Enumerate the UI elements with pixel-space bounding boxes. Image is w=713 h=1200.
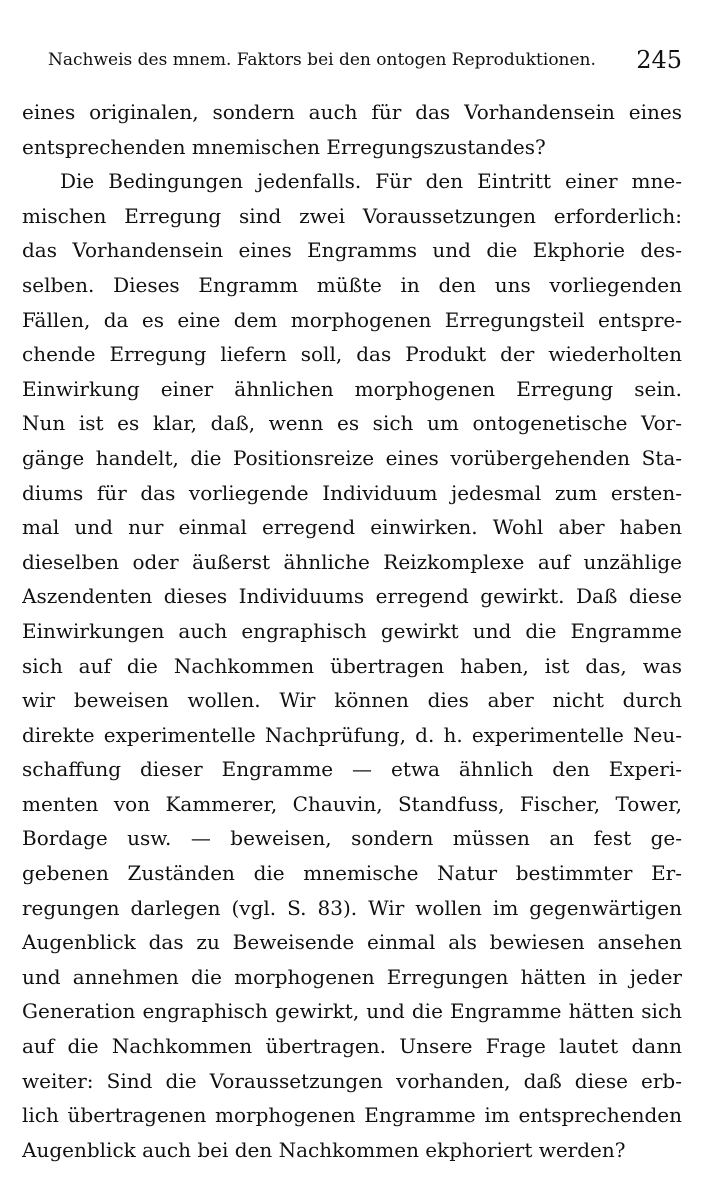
text-line: dieselben oder äußerst ähnliche Reizkomplexe auf unzählige [22,549,682,574]
text-line: direkte experimentelle Nachprüfung, d. h. experimentelle Neu- [22,722,682,747]
text-line: mischen Erregung sind zwei Voraussetzungen erforderlich: [22,203,682,228]
text-line: Aszendenten dieses Individuums erregend gewirkt. Daß diese [22,584,682,609]
text-line: Bordage usw. — beweisen, sondern müssen an fest ge- [22,826,682,851]
text-line: gänge handelt, die Positionsreize eines vorübergehenden Sta- [22,445,682,470]
running-title: Nachweis des mnem. Faktors bei den ontogen Reproduktionen. [48,50,596,70]
text-line: Einwirkungen auch engraphisch gewirkt und die Engramme [22,618,682,643]
body-text [22,95,682,1167]
text-line: diums für das vorliegende Individuum jedesmal zum ersten- [22,480,682,505]
text-line: chende Erregung liefern soll, das Produkt der wiederholten [22,342,682,367]
text-line: eines originalen, sondern auch für das Vorhandensein eines [22,100,682,124]
text-line: Nun ist es klar, daß, wenn es sich um ontogenetische Vor- [22,411,682,436]
text-line: lich übertragenen morphogenen Engramme im entsprechenden [22,1103,682,1128]
text-line: wir beweisen wollen. Wir können dies aber nicht durch [22,688,682,713]
text-line: schaffung dieser Engramme — etwa ähnlich den Experi- [22,757,682,782]
text-line: selben. Dieses Engramm müßte in den uns vorliegenden [22,272,682,297]
text-line: und annehmen die morphogenen Erregungen hätten in jeder [22,964,682,989]
text-line: Augenblick das zu Beweisende einmal als bewiesen ansehen [22,930,682,955]
text-line: weiter: Sind die Voraussetzungen vorhanden, daß diese erb- [22,1068,682,1093]
text-line: auf die Nachkommen übertragen. Unsere Frage lautet dann [22,1034,682,1059]
text-line: gebenen Zuständen die mnemische Natur bestimmter Er- [22,861,682,886]
text-line: entsprechenden mnemischen Erregungszustandes? [22,134,546,159]
text-line: sich auf die Nachkommen übertragen haben, ist das, was [22,653,682,678]
text-line: Fällen, da es eine dem morphogenen Erregungsteil entspre- [22,307,682,332]
text-line: das Vorhandensein eines Engramms und die Ekphorie des- [22,238,682,263]
text-line: Einwirkung einer ähnlichen morphogenen Erregung sein. [22,376,682,401]
text-line: Die Bedingungen jedenfalls. Für den Eintritt einer mne- [60,169,682,194]
text-line: regungen darlegen (vgl. S. 83). Wir wollen im gegenwärtigen [22,895,682,920]
text-line: mal und nur einmal erregend einwirken. Wohl aber haben [22,515,682,540]
text-line: Generation engraphisch gewirkt, und die Engramme hätten sich [22,999,682,1024]
page-number: 245 [636,46,682,74]
text-line: menten von Kammerer, Chauvin, Standfuss, Fischer, Tower, [22,791,682,816]
text-line: Augenblick auch bei den Nachkommen ekphoriert werden? [22,1137,626,1162]
running-header [48,42,688,78]
